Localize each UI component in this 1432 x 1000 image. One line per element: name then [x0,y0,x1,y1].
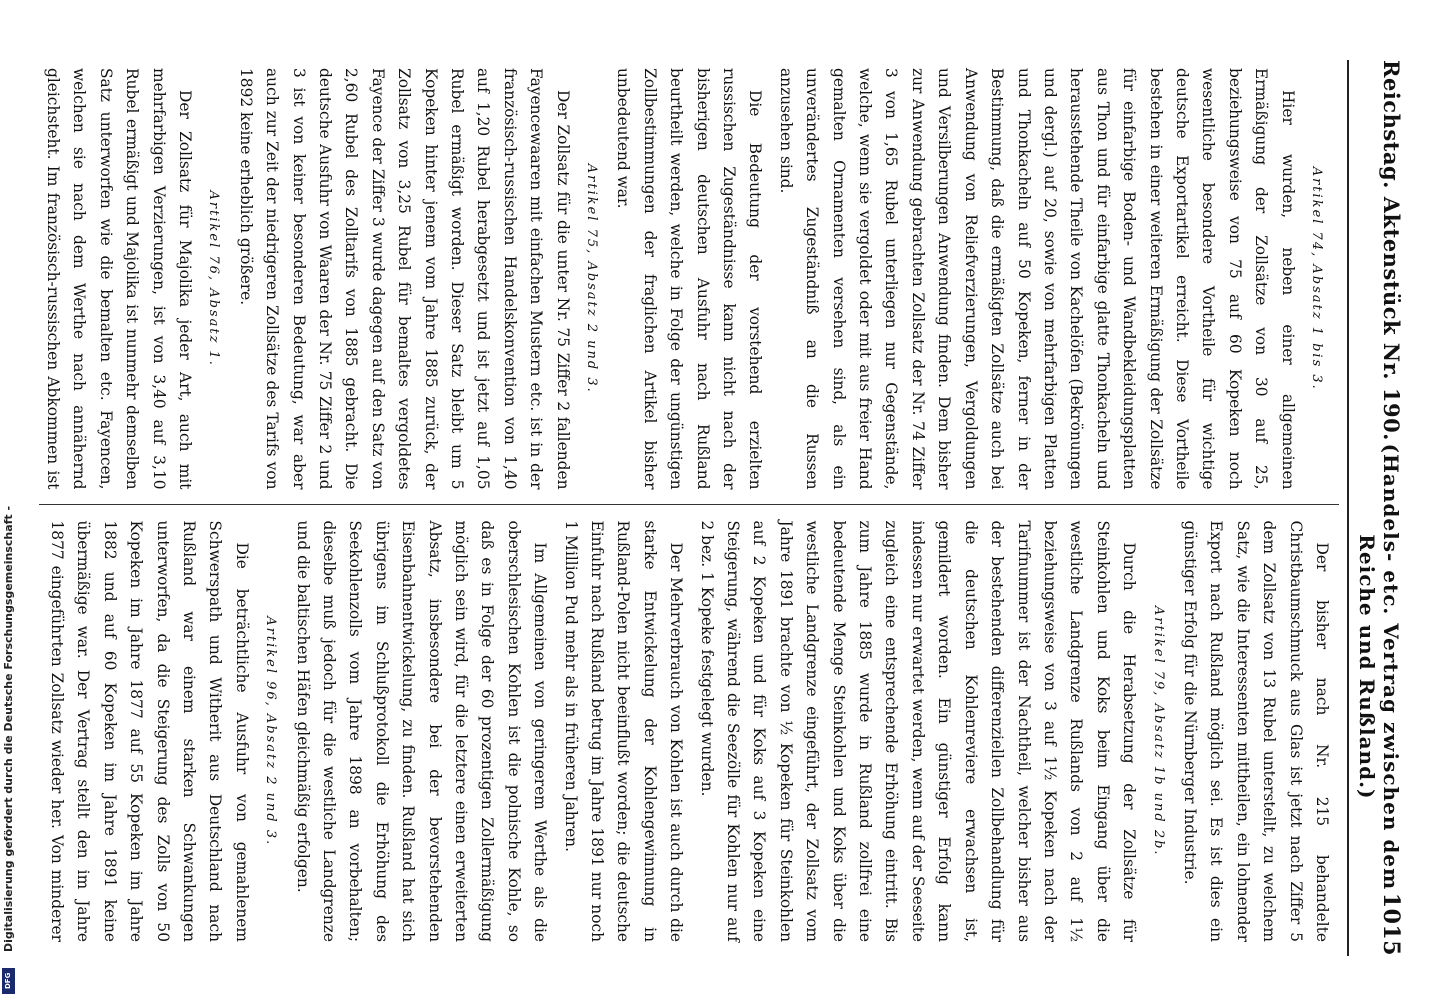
header-title: (Handels- etc. Vertrag zwischen dem Reiche und Rußland.) [1355,443,1403,891]
right-column [39,504,1339,957]
paragraph: Der Zollsatz für Majolika jeder Art, auch mit mehrfarbigen Verzierungen, ist von 3,40 auf 3,10 Rubel ermäßigt und Majolika ist nunmehr demselben Satz unterworfen wie die bemalten etc. Fayencen, welchen sie nach dem Werthe nach annähernd gleichsteht. Im französisch-russischen Abkommen ist [43,68,194,490]
article-heading: Artikel 76, Absatz 1. [206,190,222,367]
header-left: Reichstag. Aktenstück Nr. 190. [1379,60,1404,441]
article-heading: Artikel 75, Absatz 2 und 3. [584,163,600,394]
page-number: 1015 [1378,892,1404,956]
paragraph: Der bisher nach Nr. 215 behandelte Christbaumschmuck aus Glas ist jetzt nach Ziffer 5 dem Zollsatz von 13 Rubel unterstellt, zu welchem Satz, wie die Interessenten mittheilen, ein lohnender Export nach Rußland möglich sei. Es ist dies ein günstiger Erfolg für die Nürnberger Industrie. [1180,520,1331,942]
dfg-logo: DFG [2,968,15,994]
paragraph: Hier wurden, neben einer allgemeinen Ermäßigung der Zollsätze von 30 auf 25, beziehungsweise von 75 auf 60 Kopeken noch wesentliche besondere Vortheile für wichtige deutsche Exportartikel erreicht. Diese Vortheile bestehen in einer weiteren Ermäßigung der Zollsätze für einfarbige Boden- und Wandbekleidungsplatten aus Thon und für einfarbige glatte Thonkacheln und herausstehende Theile von Kachelöfen (Bekrönungen und dergl.) auf 20, sowie von mehrfarbigen Platten und Thonkacheln auf 50 Kopeken, ferner in der Bestimmung, daß die ermäßigten Zollsätze auch bei Anwendung von Reliefverzierungen, Vergoldungen und Versilberungen Anwendung finden. Dem bisher zur Anwendung gebrachten Zollsatz der Nr. 74 Ziffer 3 von 1,65 Rubel unterliegen nur Gegenstände, welche, wenn sie vergoldet oder mit aus freier Hand gemalten Ornamenten versehen sind, als ein unverändertes Zugeständniß an die Russen anzusehen sind. [776,68,1297,490]
text-columns [39,60,1339,956]
digitization-note [1,120,17,1000]
digitization-note-text: Digitalisierung gefördert durch die Deutsche Forschungsgemeinschaft - [2,505,15,952]
paragraph: Der Zollsatz für die unter Nr. 75 Ziffer 2 fallenden Fayencewaaren mit einfachen Mustern etc. ist in der französisch-russischen Handelskonvention von 1,40 auf 1,20 Rubel herabgesetzt und ist jetzt auf 1,05 Rubel ermäßigt worden. Dieser Satz bleibt um 5 Kopeken hinter jenem vom Jahre 1885 zurück, der Zollsatz von 3,25 Rubel für bemaltes vergoldetes Fayence der Ziffer 3 wurde dagegen auf den Satz von 2,60 Rubel des Zolltarifs von 1885 gebracht. Die deutsche Ausfuhr von Waaren der Nr. 75 Ziffer 2 und 3 ist von keiner besonderen Bedeutung, war aber auch zur Zeit der niedrigeren Zollsätze des Tarifs von 1892 keine erheblich größere. [236,68,572,490]
left-column [39,60,1339,504]
article-heading: Artikel 96, Absatz 2 und 3. [263,616,279,847]
paragraph: Die beträchtliche Ausfuhr von gemahlenem Schwerspath und Witherit aus Deutschland nach Rußland war einem starken Schwankungen unterworfen, da die Steigerung des Zolls von 50 Kopeken im Jahre 1877 auf 55 Kopeken im Jahre 1882 und auf 60 Kopeken im Jahre 1891 keine übermäßige war. Der Vertrag stellt den im Jahre 1877 eingeführten Zollsatz wieder her. Von minderer [47,520,251,942]
article-heading: Artikel 74, Absatz 1 bis 3. [1309,166,1324,391]
paragraph: Die Bedeutung der vorstehend erzielten russischen Zugeständnisse kann nicht nach der bisherigen deutschen Ausfuhr nach Rußland beurtheilt werden, welche in Folge der ungünstigen Zollbestimmungen der fraglichen Artikel bisher unbedeutend war. [614,68,765,490]
paragraph: Der Mehrverbrauch von Kohlen ist auch durch die starke Entwickelung der Kohlengewinnung in Rußland-Polen nicht beeinflußt worden; die deutsche Einfuhr nach Rußland betrug im Jahre 1891 nur noch 1 Million Pud mehr als in früheren Jahren. [561,520,686,942]
paragraph: Durch die Herabsetzung der Zollsätze für Steinkohlen und Koks beim Eingang über die westliche Landgrenze Rußlands von 2 auf 1½ beziehungsweise von 3 auf 1½ Kopeken nach der Tarifnummer ist der Nachtheil, welcher bisher aus der bestehenden differenziellen Zollbehandlung für die deutschen Kohlenreviere erwachsen ist, gemildert worden. Ein günstiger Erfolg kann indessen nur erwartet werden, wenn auf der Seeseite zugleich eine entsprechende Erhöhung eintritt. Bis zum Jahre 1885 wurde in Rußland zollfrei eine bedeutende Menge Steinkohlen und Koks über die westliche Landgrenze eingeführt, der Zollsatz vom Jahre 1891 brachte von ½ Kopeken für Steinkohlen auf 2 Kopeken und für Koks auf 3 Kopeken eine Steigerung, während die Seezölle für Kohlen nur auf 2 bez. 1 Kopeke festgelegt wurden. [697,520,1139,942]
page-header [1347,60,1404,956]
article-heading: Artikel 79, Absatz 1b und 2b. [1150,605,1166,857]
paragraph: Im Allgemeinen von geringerem Werthe als die oberschlesischen Kohlen ist die polnische Kohle, so daß es in Folge der 60 prozentigen Zollermäßigung möglich sein wird, für die letztere einen erweiterten Absatz, insbesondere bei der bevorstehenden Eisenbahnentwickelung, zu finden. Rußland hat sich übrigens im Schlußprotokoll die Erhöhung des Seekohlenzolls vom Jahre 1898 an vorbehalten; dieselbe muß jedoch für die westliche Landgrenze und die baltischen Häfen gleichmäßig erfolgen. [293,520,550,942]
